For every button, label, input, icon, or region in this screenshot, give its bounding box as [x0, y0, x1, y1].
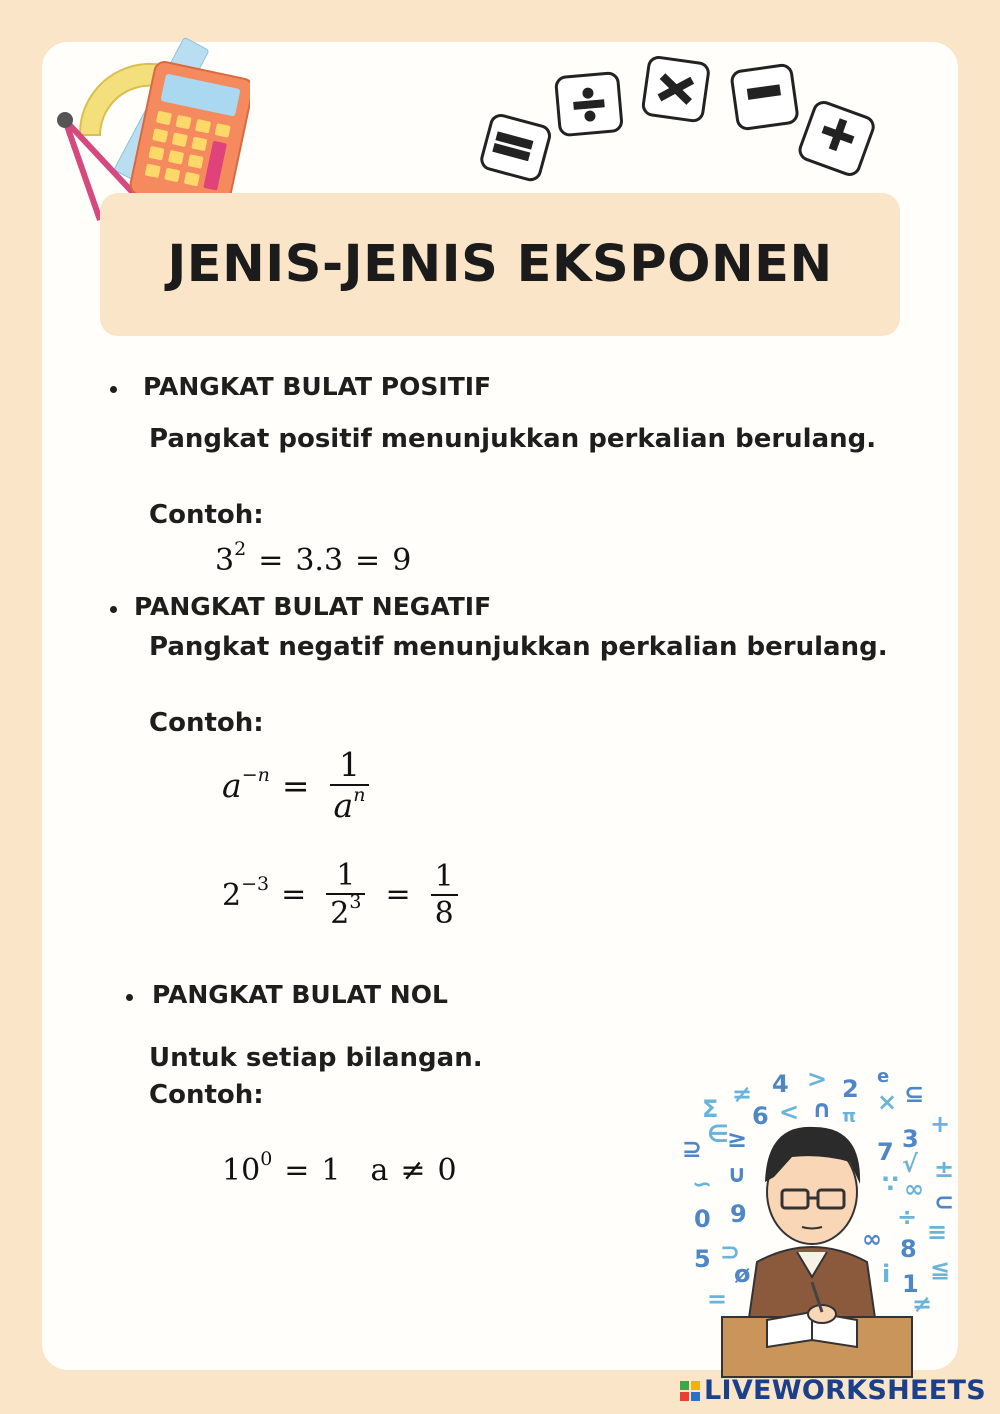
- svg-text:Σ: Σ: [702, 1095, 719, 1123]
- svg-text:8: 8: [900, 1235, 917, 1263]
- example-label-positif: Contoh:: [149, 500, 264, 530]
- svg-text:e: e: [877, 1066, 890, 1087]
- formula-negatif-general: $a^{-n}$ = $\frac{1}{a^n}$: [222, 745, 377, 825]
- svg-text:√: √: [902, 1150, 919, 1178]
- bullet-dot: [110, 606, 117, 613]
- formula-negatif-example: $2^{-3}$ = $\frac{1}{2^3}$ = $\frac{1}{8}$: [222, 858, 466, 931]
- svg-text:1: 1: [902, 1270, 919, 1298]
- svg-text:≠: ≠: [732, 1080, 753, 1108]
- footer-brand-text: LIVEWORKSHEETS: [703, 1375, 986, 1406]
- svg-text:4: 4: [772, 1070, 789, 1098]
- bullet-dot: [110, 386, 117, 393]
- svg-text:÷: ÷: [897, 1203, 918, 1231]
- section-description-negatif: Pangkat negatif menunjukkan perkalian berulang.: [149, 632, 888, 662]
- section-description-positif: Pangkat positif menunjukkan perkalian berulang.: [149, 424, 877, 454]
- student-illustration: [672, 1062, 962, 1382]
- svg-text:7: 7: [877, 1138, 894, 1166]
- svg-text:π: π: [842, 1106, 857, 1127]
- liveworksheets-logo-icon: [680, 1381, 700, 1401]
- svg-text:≡: ≡: [927, 1218, 948, 1246]
- svg-text:=: =: [707, 1285, 728, 1313]
- title-banner: [100, 193, 900, 336]
- section-heading-negatif: PANGKAT BULAT NEGATIF: [134, 592, 492, 621]
- svg-text:9: 9: [730, 1200, 747, 1228]
- svg-text:2: 2: [842, 1075, 859, 1103]
- svg-text:∪: ∪: [727, 1160, 747, 1188]
- svg-text:∈: ∈: [707, 1120, 729, 1148]
- svg-text:∩: ∩: [812, 1095, 832, 1123]
- svg-text:⊇: ⊇: [682, 1135, 703, 1163]
- svg-text:i: i: [882, 1260, 891, 1288]
- svg-text:×: ×: [877, 1088, 898, 1116]
- svg-text:∽: ∽: [692, 1170, 713, 1198]
- svg-text:∵: ∵: [882, 1170, 899, 1198]
- svg-text:∞: ∞: [862, 1225, 882, 1253]
- svg-text:≠: ≠: [912, 1290, 933, 1318]
- svg-text:±: ±: [934, 1155, 955, 1183]
- svg-text:0: 0: [694, 1205, 711, 1233]
- footer-brand: [680, 1375, 986, 1406]
- svg-text:<: <: [779, 1098, 800, 1126]
- page-title: JENIS-JENIS EKSPONEN: [167, 235, 833, 294]
- svg-text:≦: ≦: [930, 1255, 951, 1283]
- section-description-nol: Untuk setiap bilangan.: [149, 1043, 483, 1073]
- svg-text:⊃: ⊃: [720, 1238, 741, 1266]
- svg-text:+: +: [930, 1110, 951, 1138]
- svg-text:∞: ∞: [904, 1175, 924, 1203]
- section-heading-nol: PANGKAT BULAT NOL: [152, 980, 448, 1009]
- svg-text:≥: ≥: [727, 1125, 748, 1153]
- svg-text:⊂: ⊂: [934, 1188, 955, 1216]
- svg-text:ø: ø: [734, 1260, 751, 1288]
- svg-text:6: 6: [752, 1102, 769, 1130]
- example-label-negatif: Contoh:: [149, 708, 264, 738]
- example-label-nol: Contoh:: [149, 1080, 264, 1110]
- formula-nol: $10^0$ = 1 a ≠ 0: [222, 1148, 457, 1188]
- svg-text:5: 5: [694, 1245, 711, 1273]
- bullet-dot: [126, 994, 133, 1001]
- svg-text:>: >: [807, 1065, 828, 1093]
- svg-text:⊆: ⊆: [904, 1080, 925, 1108]
- svg-text:3: 3: [902, 1125, 919, 1153]
- dice-icon: [470, 50, 890, 200]
- formula-positif: $3^2$ = 3.3 = 9: [215, 538, 412, 578]
- section-heading-positif: PANGKAT BULAT POSITIF: [143, 372, 492, 401]
